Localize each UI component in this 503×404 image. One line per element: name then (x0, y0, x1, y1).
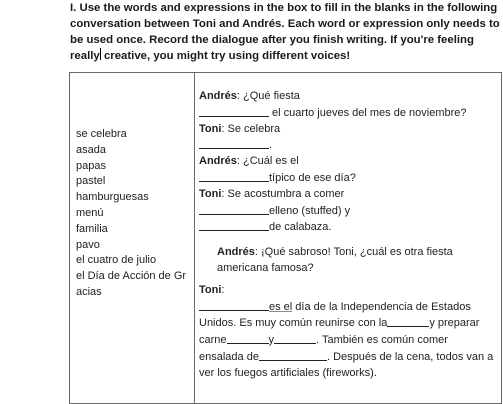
dialogue-line: . (199, 137, 495, 154)
instructions-text-end: creative, you might try using different voices! (100, 50, 351, 62)
dialogue-line: Andrés: ¿Cuál es el (199, 155, 299, 168)
speaker-andres: Andrés (217, 246, 255, 259)
speaker-toni: Toni (199, 122, 222, 135)
blank-1[interactable] (199, 105, 269, 117)
blank-5[interactable] (199, 219, 269, 231)
word-box-item: familia (76, 222, 108, 235)
blank-7[interactable] (387, 315, 429, 327)
word-box-item: pavo (76, 238, 100, 251)
word-box-item: el cuatro de julio (76, 254, 157, 267)
blank-2[interactable] (199, 137, 269, 149)
speaker-toni: Toni (199, 187, 222, 200)
blank-3[interactable] (199, 170, 269, 182)
blank-9[interactable] (274, 332, 316, 344)
word-box-item: el Día de Acción de Gracias (76, 270, 187, 298)
dialogue-line: típico de ese día? (199, 170, 495, 187)
word-box (70, 73, 195, 404)
dialogue-line: el cuarto jueves del mes de noviembre? (199, 105, 495, 122)
dialogue-line: Toni: (199, 283, 225, 296)
blank-10[interactable] (259, 349, 327, 361)
dialogue-line: es el día de la Independencia de Estados Unidos. Es muy común reunirse con la y preparar carne y . También es común comer ensalada de . Después de la cena, todos van a ver los fuegos artificiales (fireworks). (199, 300, 494, 379)
word-box-item: menú (76, 206, 104, 219)
word-box-item: papas (76, 159, 106, 172)
dialogue-line: Toni: Se acostumbra a comer (199, 187, 345, 200)
speaker-andres: Andrés (199, 90, 237, 102)
dialogue-line: Andrés: ¡Qué sabroso! Toni, ¿cuál es otra fiesta americana famosa? (217, 246, 453, 274)
word-list (70, 73, 194, 301)
exercise-table (69, 72, 502, 404)
dialogue-line: Andrés: ¿Qué fiesta (199, 90, 300, 102)
instructions-text: I. Use the words and expressions in the box to fill in the blanks in the following conversation between Toni and Andrés. Each word or expression only needs to be used once. Record the dialogue after you finish writing. If you're feeling really (70, 2, 500, 62)
word-box-item: se celebra (76, 128, 127, 140)
word-box-item: pastel (76, 175, 106, 188)
dialogue-line: Toni: Se celebra (199, 122, 281, 135)
word-box-item: hamburguesas (76, 191, 149, 204)
dialogue-line: de calabaza. (199, 219, 495, 236)
blank-4[interactable] (199, 203, 269, 215)
instructions (70, 0, 500, 64)
dialogue-box (195, 73, 502, 404)
speaker-toni: Toni (199, 283, 222, 296)
blank-6[interactable] (199, 299, 269, 311)
speaker-andres: Andrés (199, 155, 237, 168)
blank-8[interactable] (227, 332, 269, 344)
dialogue-line: elleno (stuffed) y (199, 203, 495, 220)
word-box-item: asada (76, 143, 106, 156)
